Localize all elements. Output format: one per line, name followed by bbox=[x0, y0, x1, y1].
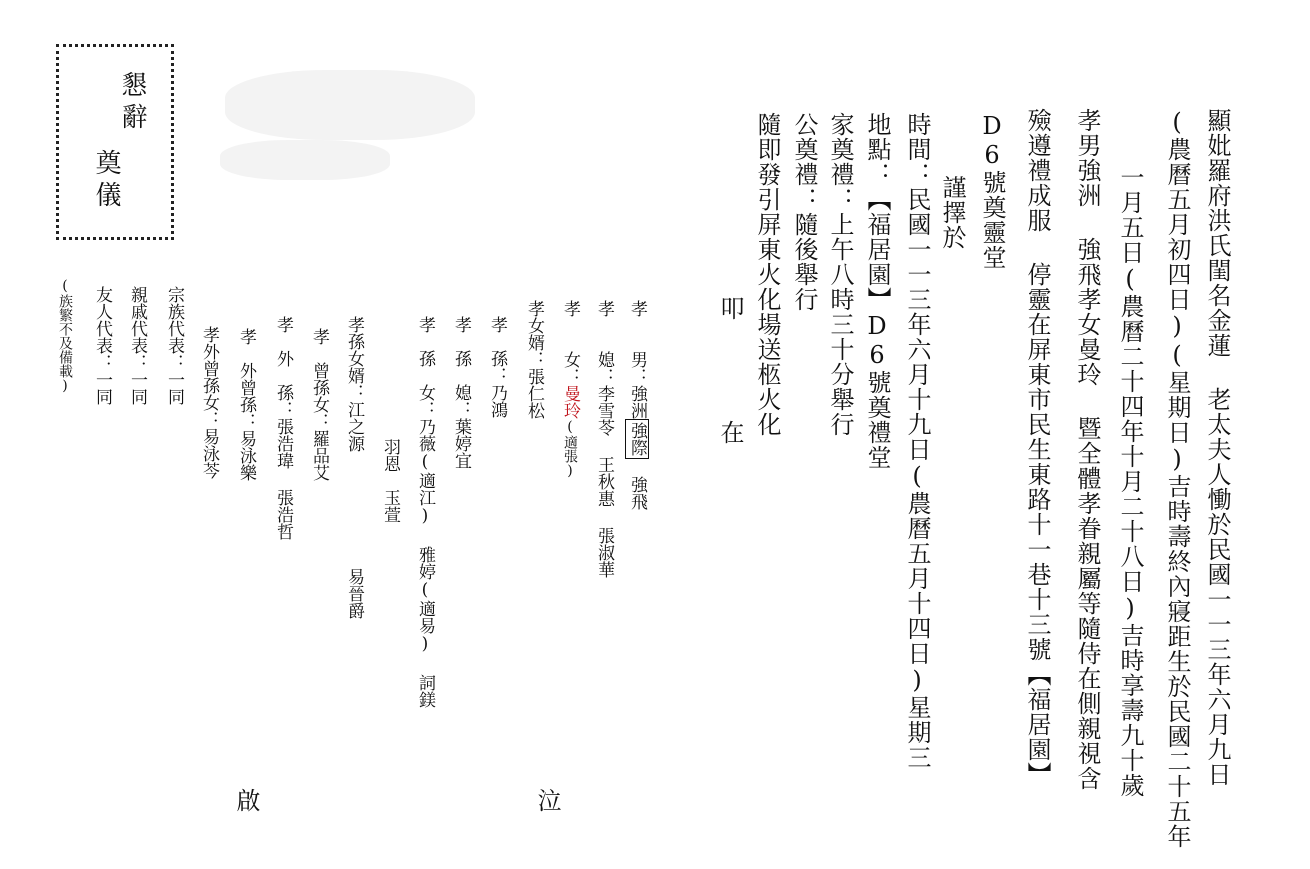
family-grandson-in-law: 孝孫女婿：江之源 bbox=[344, 316, 364, 452]
notice-line-10: 家奠禮：上午八時三十分舉行 bbox=[826, 112, 854, 437]
notice-line-3: 一月五日(農曆二十四年十月二十八日)吉時享壽九十歲 bbox=[1116, 165, 1144, 798]
closing-kou: 叩 bbox=[716, 296, 744, 321]
seal-line-2: 奠儀 bbox=[91, 149, 121, 213]
family-sons-tail: 強飛 bbox=[627, 476, 647, 510]
notice-line-8: 時間：民國一一三年六月十九日(農曆五月十四日)星期三 bbox=[903, 112, 931, 770]
decline-gifts-seal bbox=[56, 44, 174, 240]
family-daughter-label: 孝 女： bbox=[560, 300, 580, 385]
family-maternal-great-grandson: 孝 外曾孫：易泳樂 bbox=[236, 328, 256, 481]
family-great-granddaughter: 孝 曾孫女：羅品艾 bbox=[309, 328, 329, 481]
family-sons-boxed-name: 強際 bbox=[625, 419, 649, 459]
family-sons bbox=[628, 300, 645, 510]
notice-line-7: 謹擇於 bbox=[938, 175, 966, 250]
family-granddaughter-in-law: 孝 孫 媳：葉婷宜 bbox=[451, 316, 471, 469]
rep-friends: 友人代表：一同 bbox=[92, 286, 112, 405]
notice-line-4: 孝男強洲 強飛孝女曼玲 暨全體孝眷親屬等隨侍在側親視含 bbox=[1073, 108, 1101, 791]
closing-zai: 在 bbox=[716, 420, 744, 445]
footer-qi-weep: 泣 bbox=[533, 788, 561, 813]
family-granddaughters-cont: 羽恩 玉萱 bbox=[380, 438, 400, 523]
paper-smudge bbox=[220, 140, 390, 180]
family-maternal-great-granddaughter: 孝外曾孫女：易泳芩 bbox=[199, 326, 219, 479]
family-maternal-grandsons: 孝 外 孫：張浩瑋 張浩哲 bbox=[273, 316, 293, 540]
notice-line-6: D6號奠靈堂 bbox=[978, 112, 1006, 270]
notice-line-12: 隨即發引屏東火化場送柩火化 bbox=[753, 112, 781, 437]
notice-line-9: 地點：【福居園】D6號奠禮堂 bbox=[863, 112, 891, 470]
family-grandson-in-law-2: 易晉爵 bbox=[344, 568, 364, 619]
family-granddaughters: 孝 孫 女：乃薇(適江) 雅婷(適易) 詞鎂 bbox=[415, 316, 435, 708]
family-daughter bbox=[561, 300, 578, 479]
family-daughter-note: (適張) bbox=[562, 419, 578, 479]
family-grandson: 孝 孫：乃鴻 bbox=[487, 316, 507, 418]
family-sons-label: 孝 男：強洲 bbox=[627, 300, 647, 419]
family-daughters-in-law: 孝 媳：李雪苓 王秋惠 張淑華 bbox=[594, 300, 614, 578]
rep-relatives: 親戚代表：一同 bbox=[127, 286, 147, 405]
notice-line-11: 公奠禮：隨後舉行 bbox=[790, 112, 818, 312]
notice-line-1: 顯妣羅府洪氏閨名金蓮 老太夫人慟於民國一一三年六月九日 bbox=[1203, 108, 1231, 787]
rep-clan: 宗族代表：一同 bbox=[164, 286, 184, 405]
paper-smudge bbox=[225, 70, 475, 140]
notice-line-5: 殮遵禮成服 停靈在屏東市民生東路十一巷十三號【福居園】 bbox=[1023, 108, 1051, 787]
family-son-in-law: 孝女婿：張仁松 bbox=[524, 300, 544, 419]
seal-line-1: 懇辭 bbox=[117, 71, 147, 135]
footnote: (族繁不及備載) bbox=[57, 278, 73, 394]
footer-qi: 啟 bbox=[232, 788, 260, 813]
family-daughter-name: 曼玲 bbox=[560, 385, 580, 419]
notice-line-2: (農曆五月初四日)(星期日)吉時壽終內寢距生於民國二十五年 bbox=[1163, 108, 1191, 849]
